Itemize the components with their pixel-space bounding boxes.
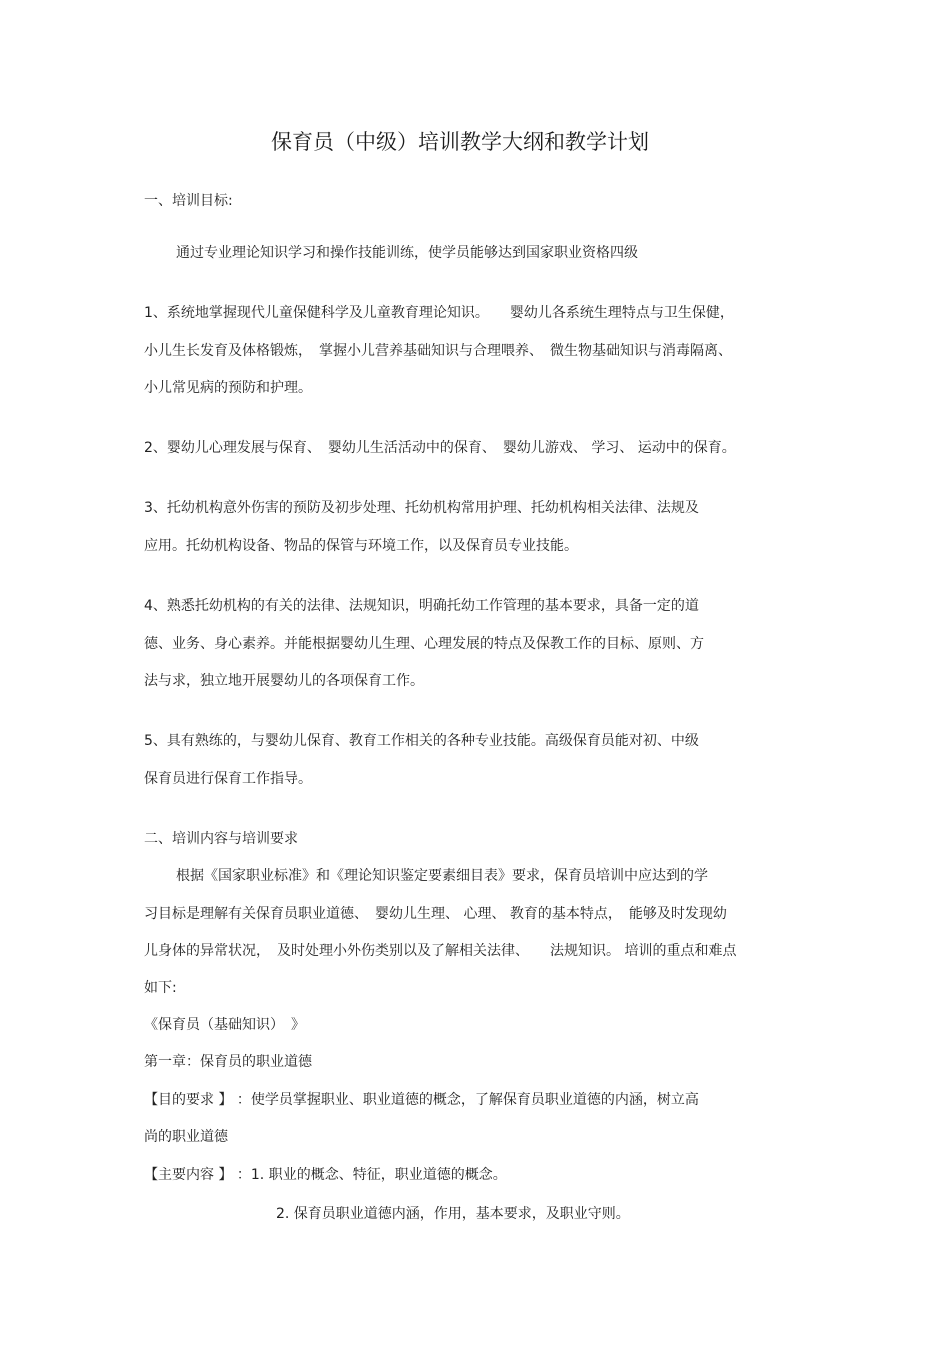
item1-line2: 小儿生长发育及体格锻炼， 掌握小儿营养基础知识与合理喂养、 微生物基础知识与消毒隔离、 [144, 343, 732, 359]
item5-line1: 5、具有熟练的，与婴幼儿保育、教育工作相关的各种专业技能。高级保育员能对初、中级 [144, 733, 699, 749]
item2-line: 2、婴幼儿心理发展与保育、 婴幼儿生活活动中的保育、 婴幼儿游戏、 学习、 运动中的保育。 [144, 440, 736, 456]
section1-heading: 一、培训目标: [144, 193, 233, 209]
item4-line2: 德、业务、身心素养。并能根据婴幼儿生理、心理发展的特点及保教工作的目标、原则、方 [144, 636, 704, 652]
chapter-title: 第一章：保育员的职业道德 [144, 1054, 312, 1070]
document-title: 保育员（中级）培训教学大纲和教学计划 [271, 130, 649, 154]
book-title: 《保育员（基础知识） 》 [144, 1017, 305, 1033]
section2-para-line4: 如下: [144, 980, 177, 996]
content-line2: 2. 保育员职业道德内涵，作用，基本要求，及职业守则。 [276, 1206, 630, 1222]
goal-line2: 尚的职业道德 [144, 1129, 228, 1145]
section2-para-line3: 儿身体的异常状况， 及时处理小外伤类别以及了解相关法律、 法规知识。 培训的重点和难点 [144, 943, 737, 959]
item4-line1: 4、熟悉托幼机构的有关的法律、法规知识，明确托幼工作管理的基本要求，具备一定的道 [144, 598, 699, 614]
section2-heading: 二、培训内容与培训要求 [144, 831, 298, 847]
item4-line3: 法与求，独立地开展婴幼儿的各项保育工作。 [144, 673, 424, 689]
item5-line2: 保育员进行保育工作指导。 [144, 771, 312, 787]
item3-line2: 应用。托幼机构设备、物品的保管与环境工作，以及保育员专业技能。 [144, 538, 578, 554]
goal-line1: 【目的要求 】 ：使学员掌握职业、职业道德的概念，了解保育员职业道德的内涵，树立高 [144, 1092, 699, 1108]
item1-line3: 小儿常见病的预防和护理。 [144, 380, 312, 396]
item1-line1: 1、系统地掌握现代儿童保健科学及儿童教育理论知识。 婴幼儿各系统生理特点与卫生保健， [144, 305, 734, 321]
section2-para-line2: 习目标是理解有关保育员职业道德、 婴幼儿生理、 心理、 教育的基本特点， 能够及时发现幼 [144, 906, 727, 922]
section2-para-line1: 根据《国家职业标准》和《理论知识鉴定要素细目表》要求，保育员培训中应达到的学 [176, 868, 708, 884]
content-line1: 【主要内容 】 ：1. 职业的概念、特征，职业道德的概念。 [144, 1167, 507, 1183]
item3-line1: 3、托幼机构意外伤害的预防及初步处理、托幼机构常用护理、托幼机构相关法律、法规及 [144, 500, 699, 516]
section1-intro: 通过专业理论知识学习和操作技能训练，使学员能够达到国家职业资格四级 [176, 245, 638, 261]
